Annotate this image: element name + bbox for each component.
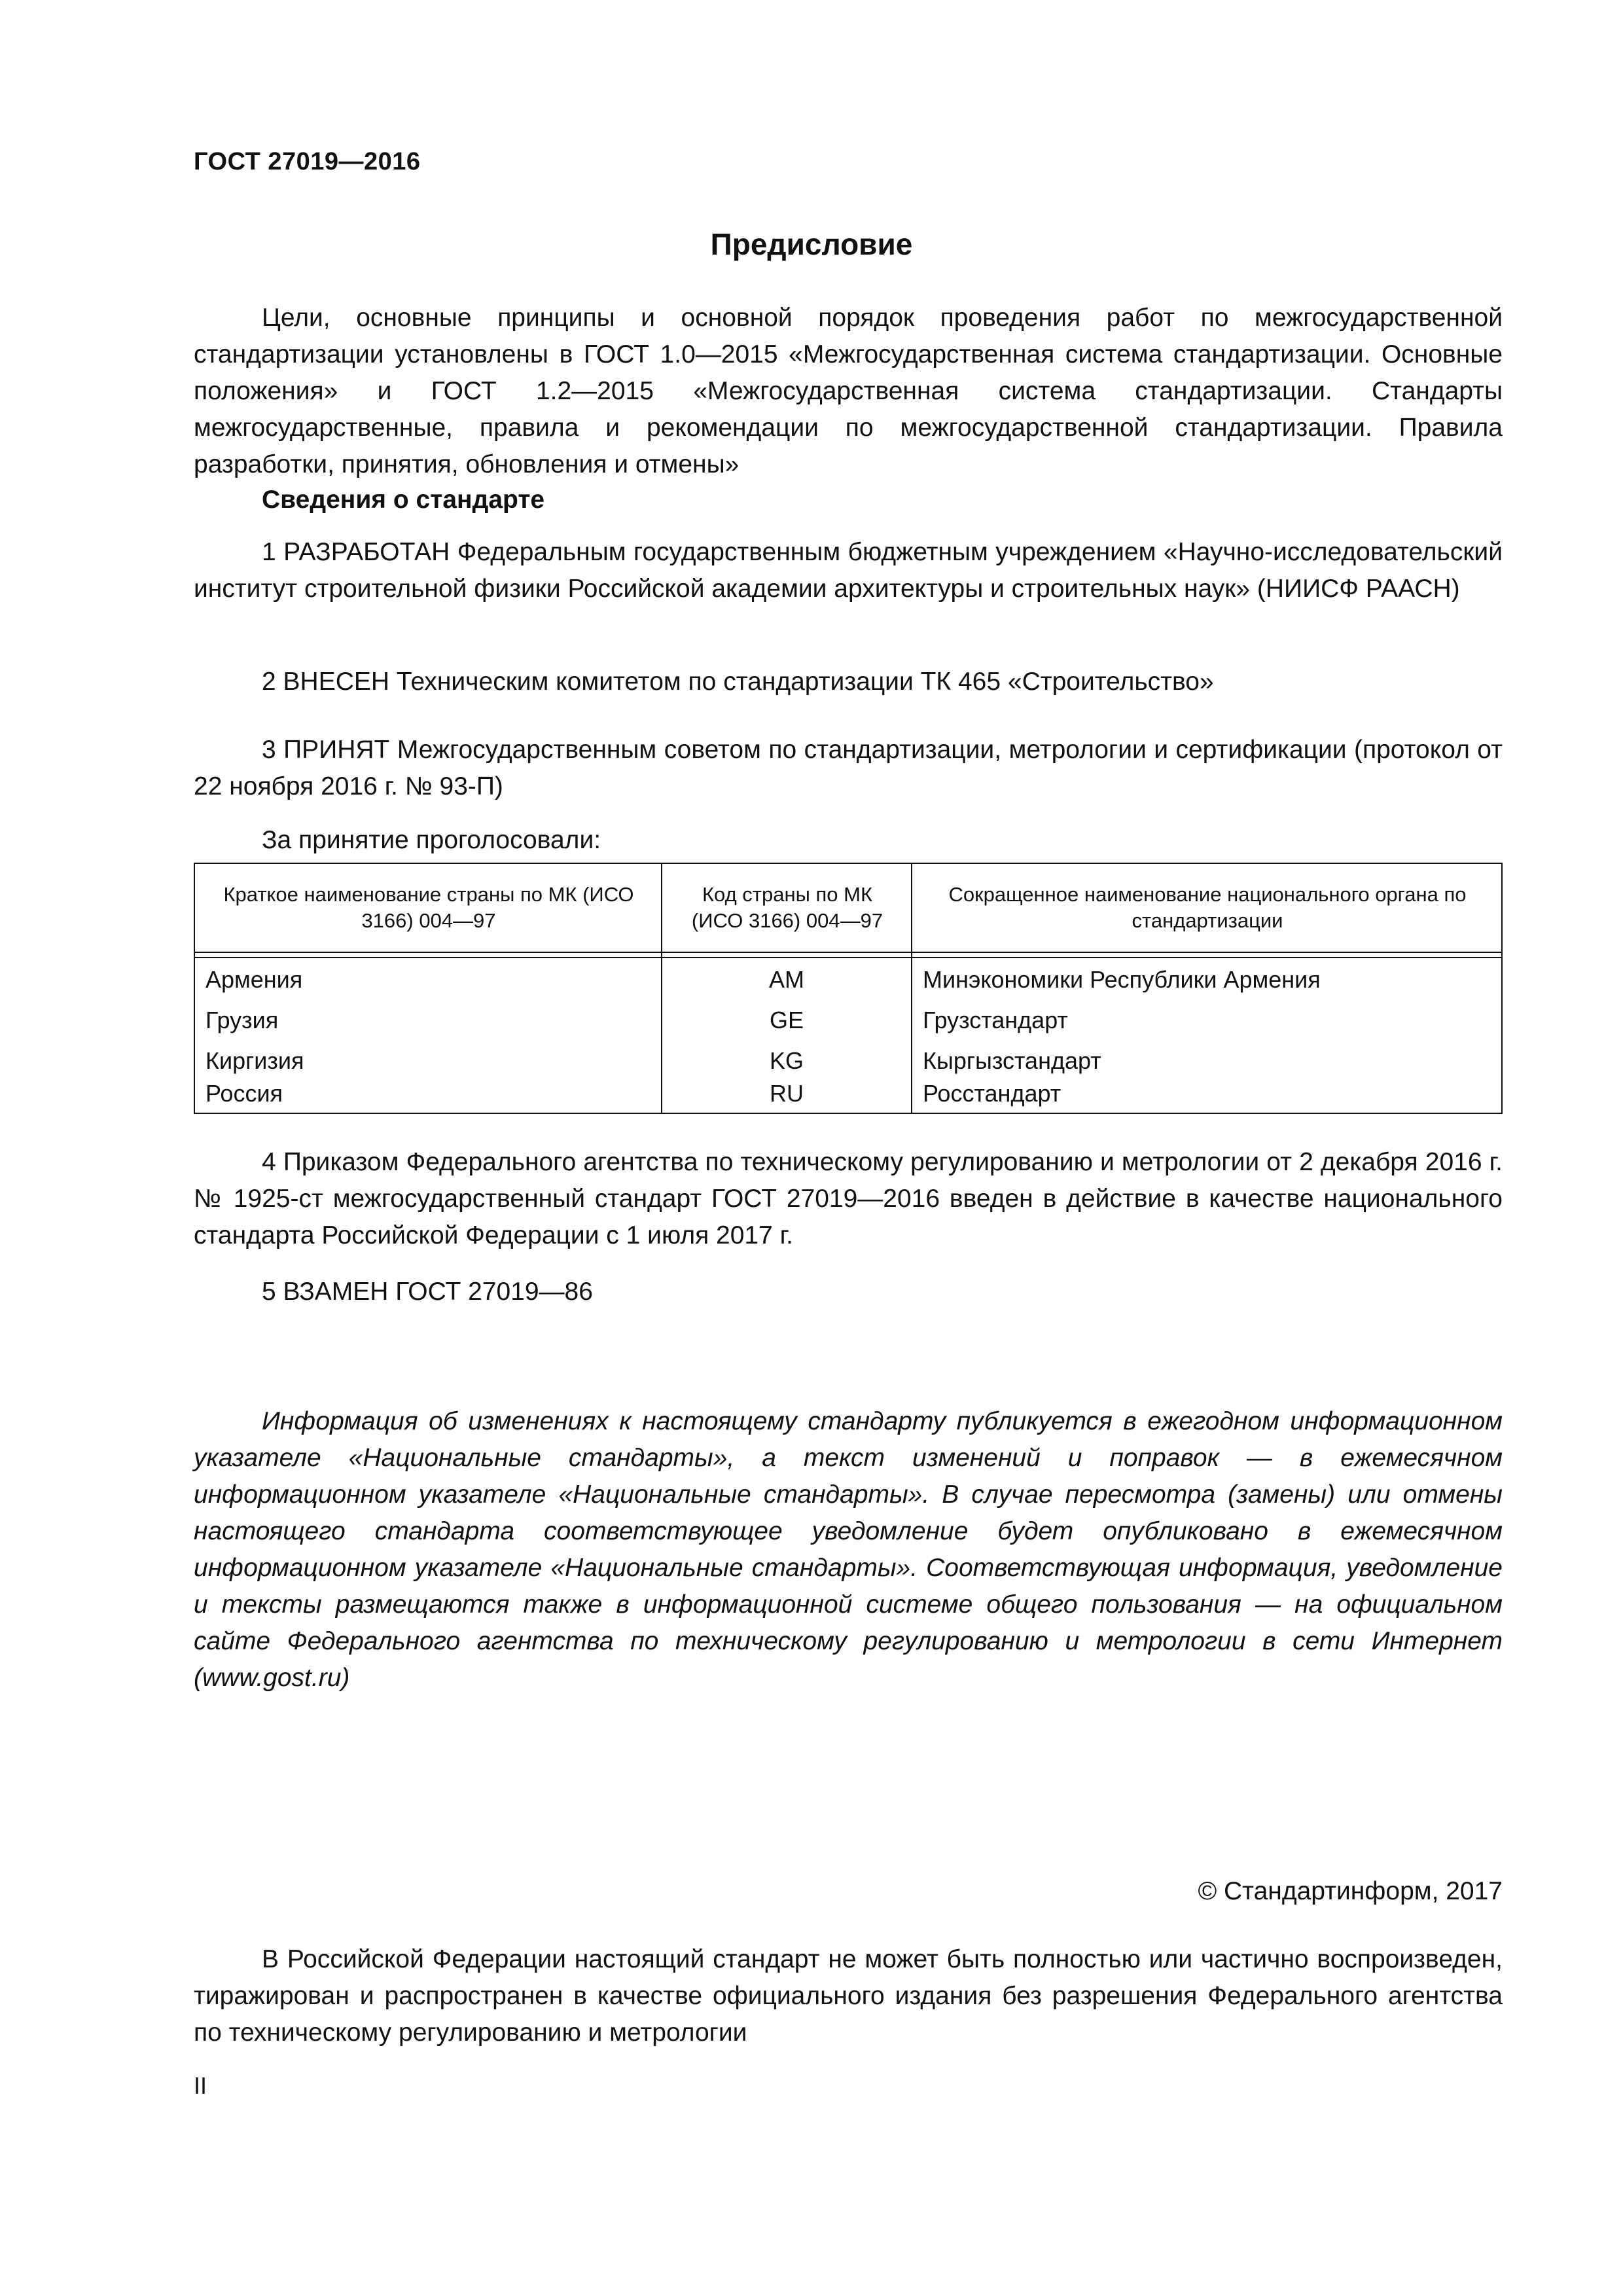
table-row (195, 1073, 1501, 1114)
table-header-rule (195, 952, 1501, 953)
vote-table (194, 863, 1503, 1114)
item-submitted: 2 ВНЕСЕН Техническим комитетом по стандартизации ТК 465 «Строительство» (262, 668, 1214, 696)
table-header-national-body: Сокращенное наименование национального органа по стандартизации (948, 883, 1467, 932)
cell-country: Россия (205, 1080, 283, 1107)
vote-label: За принятие проголосовали: (262, 826, 601, 854)
item-replaces: 5 ВЗАМЕН ГОСТ 27019—86 (262, 1278, 593, 1306)
page-title: Предисловие (710, 227, 913, 261)
cell-country: Армения (205, 966, 303, 993)
table-header-country-code: Код страны по МК (ИСО 3166) 004—97 (691, 883, 883, 932)
rights-paragraph: В Российской Федерации настоящий стандарт не может быть полностью или частично воспроизведен, тиражирован и распространен в качестве официального издания без разрешения Федерального агентства по техническому регулированию и метрологии (194, 1945, 1503, 2047)
item-developed: 1 РАЗРАБОТАН Федеральным государственным бюджетным учреждением «Научно-исследовательский институт строительной физики Российской академии архитектуры и строительных наук» (НИИСФ РААСН) (194, 538, 1503, 603)
table-header-rule (195, 957, 1501, 958)
table-row (195, 960, 1501, 1000)
cell-body: Росстандарт (923, 1080, 1061, 1107)
page-number: II (194, 2072, 207, 2099)
cell-code: GE (769, 1007, 804, 1033)
intro-paragraph: Цели, основные принципы и основной порядок проведения работ по межгосударственной стандартизации установлены в ГОСТ 1.0—2015 «Межгосударственная система стандартизации. Основные положения» и ГОСТ 1.2—2015 «Межгосударственная система стандартизации. Стандарты межгосударственные, правила и рекомендации по межгосударственной стандартизации. Правила разработки, принятия, обновления и отмены» (194, 304, 1503, 478)
cell-body: Кыргызстандарт (923, 1047, 1101, 1074)
item-order: 4 Приказом Федерального агентства по техническому регулированию и метрологии от 2 декабря 2016 г. № 1925-ст межгосударственный стандарт ГОСТ 27019—2016 введен в действие в качестве национального стандарта Российской Федерации с 1 июля 2017 г. (194, 1148, 1503, 1249)
copyright-line: © Стандартинформ, 2017 (1198, 1877, 1503, 1905)
changes-note: Информация об изменениях к настоящему стандарту публикуется в ежегодном информационном указателе «Национальные стандарты», а текст изменений и поправок — в ежемесячном информационном указателе «Национальные стандарты». В случае пересмотра (замены) или отмены настоящего стандарта соответствующее уведомление будет опубликовано в ежемесячном информационном указателе «Национальные стандарты». Соответствующая информация, уведомление и тексты размещаются также в информационной системе общего пользования — на официальном сайте Федерального агентства по техническому регулированию и метрологии в сети Интернет (www.gost.ru) (194, 1407, 1503, 1692)
cell-country: Грузия (205, 1007, 279, 1033)
table-row (195, 1000, 1501, 1041)
cell-code: RU (770, 1080, 804, 1107)
info-heading: Сведения о стандарте (262, 486, 545, 514)
document-code: ГОСТ 27019—2016 (194, 148, 421, 175)
table-header-country-name: Краткое наименование страны по МК (ИСО 3166) 004—97 (223, 883, 634, 932)
cell-code: KG (769, 1047, 804, 1074)
cell-body: Минэкономики Республики Армения (923, 966, 1321, 993)
cell-country: Киргизия (205, 1047, 304, 1074)
item-adopted: 3 ПРИНЯТ Межгосударственным советом по стандартизации, метрологии и сертификации (протокол от 22 ноября 2016 г. № 93-П) (194, 736, 1503, 800)
cell-body: Грузстандарт (923, 1007, 1068, 1033)
cell-code: AM (769, 966, 804, 993)
